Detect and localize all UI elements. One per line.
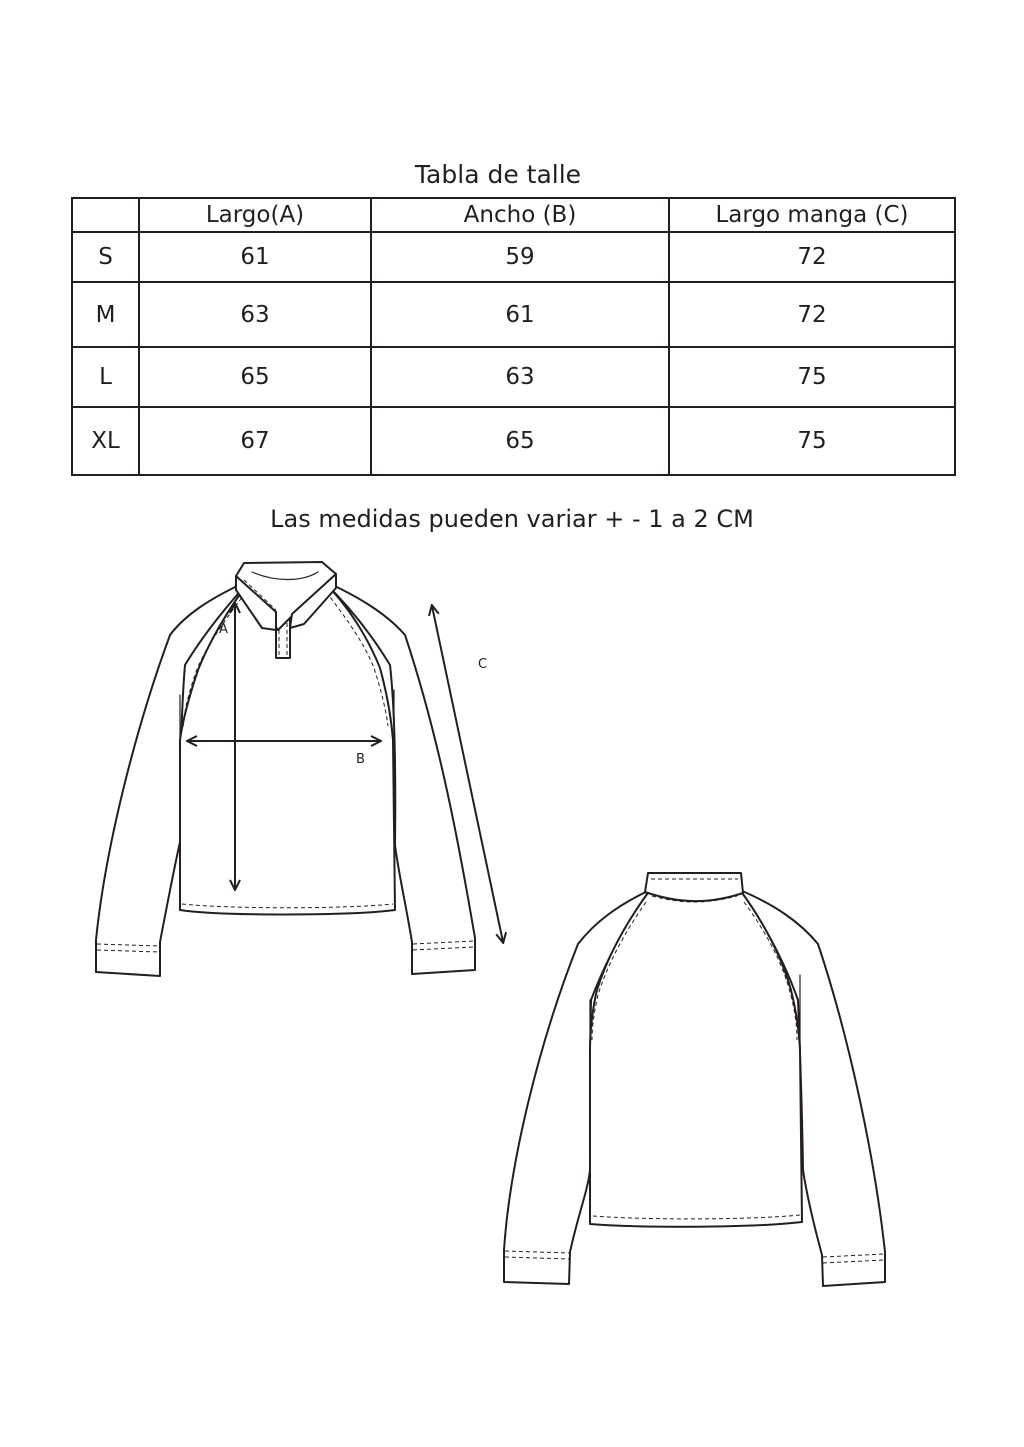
- cell-largo: 65: [139, 347, 371, 407]
- measurement-note: Las medidas pueden variar + - 1 a 2 CM: [270, 505, 754, 533]
- header-largo: Largo(A): [139, 198, 371, 232]
- cell-ancho: 59: [371, 232, 669, 282]
- cell-ancho: 65: [371, 407, 669, 475]
- cell-ancho: 61: [371, 282, 669, 347]
- cell-manga: 75: [669, 407, 955, 475]
- label-a: A: [219, 622, 228, 637]
- cell-ancho: 63: [371, 347, 669, 407]
- cell-largo: 67: [139, 407, 371, 475]
- cell-manga: 72: [669, 282, 955, 347]
- label-c: C: [478, 657, 488, 672]
- back-collar: [645, 873, 743, 901]
- cell-manga: 75: [669, 347, 955, 407]
- back-view: [504, 873, 885, 1286]
- cell-size: XL: [72, 407, 139, 475]
- cell-manga: 72: [669, 232, 955, 282]
- front-view: [96, 562, 503, 976]
- page-title: Tabla de talle: [414, 160, 582, 189]
- cell-largo: 63: [139, 282, 371, 347]
- cell-size: S: [72, 232, 139, 282]
- header-ancho: Ancho (B): [371, 198, 669, 232]
- cell-size: M: [72, 282, 139, 347]
- label-b: B: [356, 752, 365, 767]
- cell-size: L: [72, 347, 139, 407]
- header-largo-manga: Largo manga (C): [669, 198, 955, 232]
- cell-largo: 61: [139, 232, 371, 282]
